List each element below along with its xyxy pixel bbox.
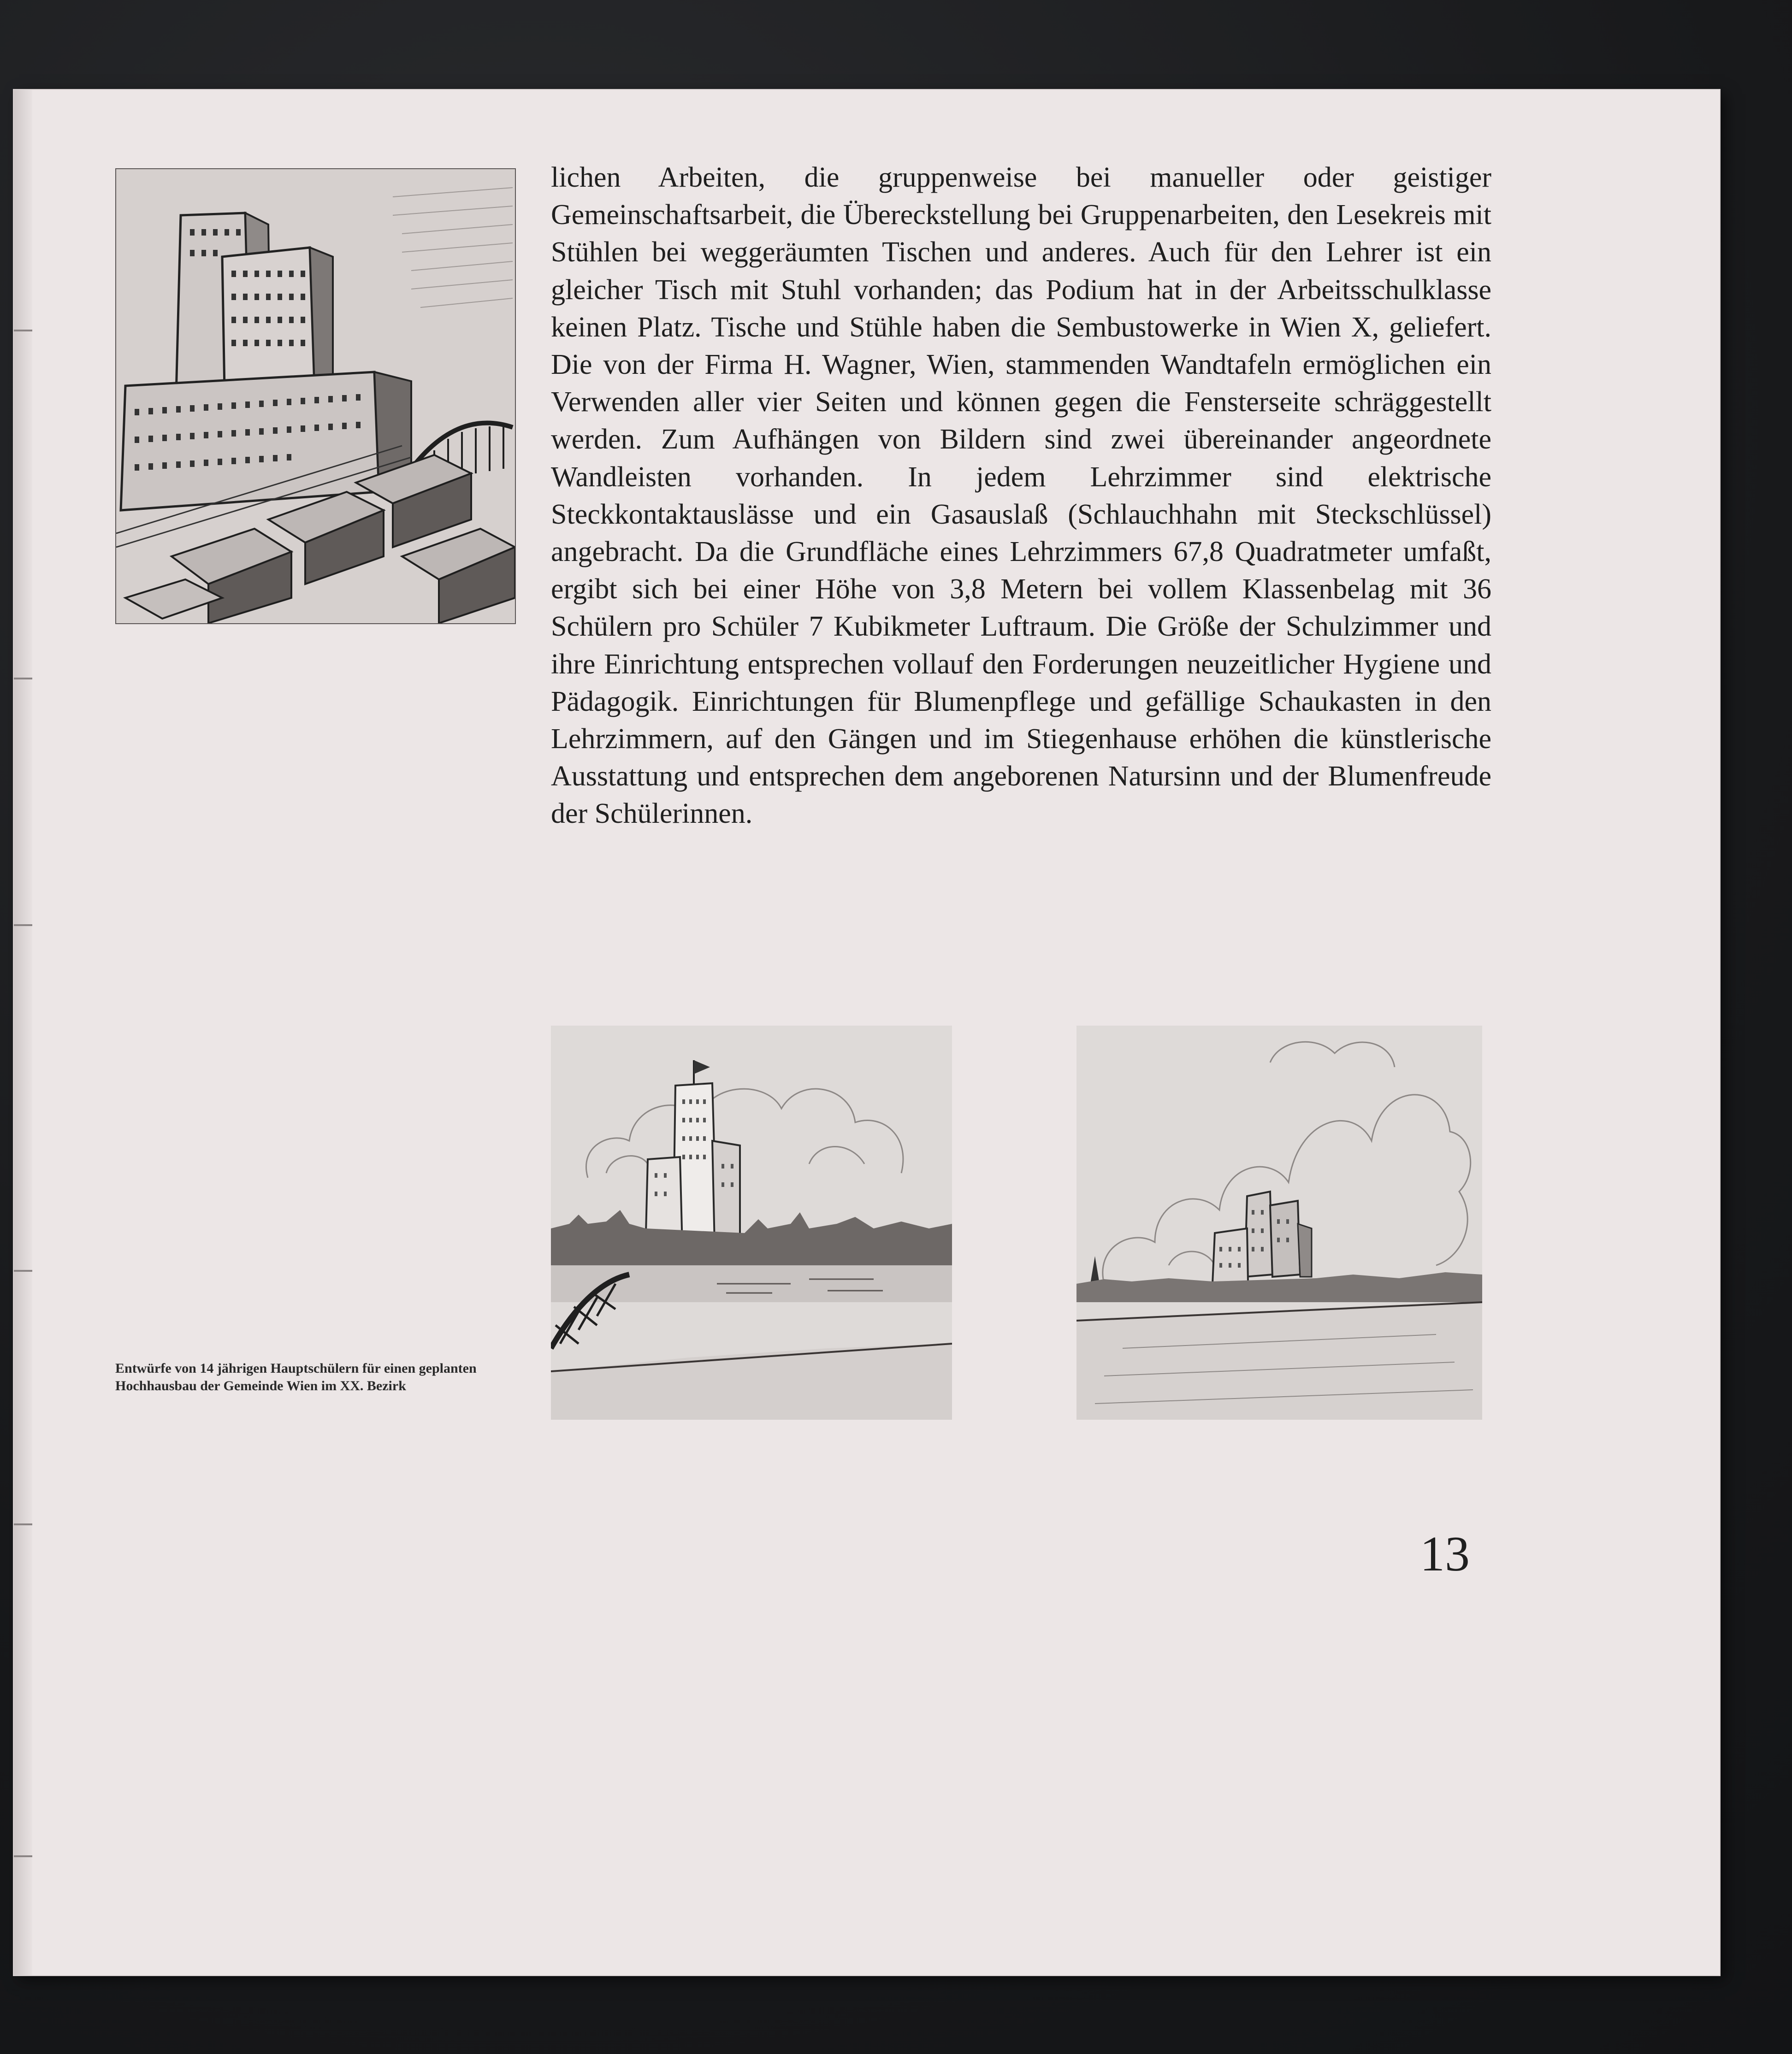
page-number: 13 xyxy=(1420,1527,1470,1582)
binding-mark xyxy=(14,1270,32,1272)
body-paragraph: lichen Arbeiten, die gruppenweise bei manueller oder geistiger Gemeinschaftsarbeit, die Übereckstellung bei Gruppenarbeiten, den Lesekreis mit Stühlen bei weggeräumten Tischen und anderes. Auch für den Lehrer ist ein gleicher Tisch mit Stuhl vorhanden; das Podium hat in der Arbeitsschulklasse keinen Platz. Tische und Stühle haben die Sembustowerke in Wien X, geliefert. Die von der Firma H. Wagner, Wien, stammenden Wandtafeln ermöglichen ein Verwenden aller vier Seiten und können gegen die Fensterseite schräggestellt werden. Zum Aufhängen von Bildern sind zwei übereinander angeordnete Wandleisten vorhanden. In jedem Lehrzimmer sind elektrische Steckkontaktauslässe und ein Gasauslaß (Schlauchhahn mit Steckschlüssel) angebracht. Da die Grundfläche eines Lehrzimmers 67,8 Quadratmeter umfaßt, ergibt sich bei einer Höhe von 3,8 Metern bei vollem Klassenbelag mit 36 Schülern pro Schüler 7 Kubikmeter Luftraum. Die Größe der Schulzimmer und ihre Einrichtung entsprechen vollauf den Forderungen neuzeitlicher Hygiene und Pädagogik. Einrichtungen für Blumenpflege und gefällige Schaukasten in den Lehrzimmern, auf den Gängen und im Stiegenhause erhöhen die künstlerische Ausstattung und entsprechen dem angeborenen Natursinn und der Blumenfreude der Schülerinnen. xyxy=(551,162,1491,830)
tower-city-illustration xyxy=(1076,1026,1482,1420)
figure-highrise-drawing xyxy=(115,168,516,624)
tower-river-illustration xyxy=(551,1026,952,1420)
binding-mark xyxy=(14,924,32,926)
binding-mark xyxy=(14,678,32,679)
page-spine xyxy=(14,90,32,1975)
figure-caption: Entwürfe von 14 jährigen Hauptschülern für einen geplanten Hochhausbau der Gemeinde Wien im XX. Bezirk xyxy=(115,1361,477,1393)
figure-tower-city-sketch xyxy=(1076,1026,1482,1420)
binding-mark xyxy=(14,1523,32,1525)
binding-mark xyxy=(14,1855,32,1857)
figure-tower-river-sketch xyxy=(551,1026,952,1420)
highrise-illustration xyxy=(116,169,515,623)
binding-mark xyxy=(14,330,32,331)
